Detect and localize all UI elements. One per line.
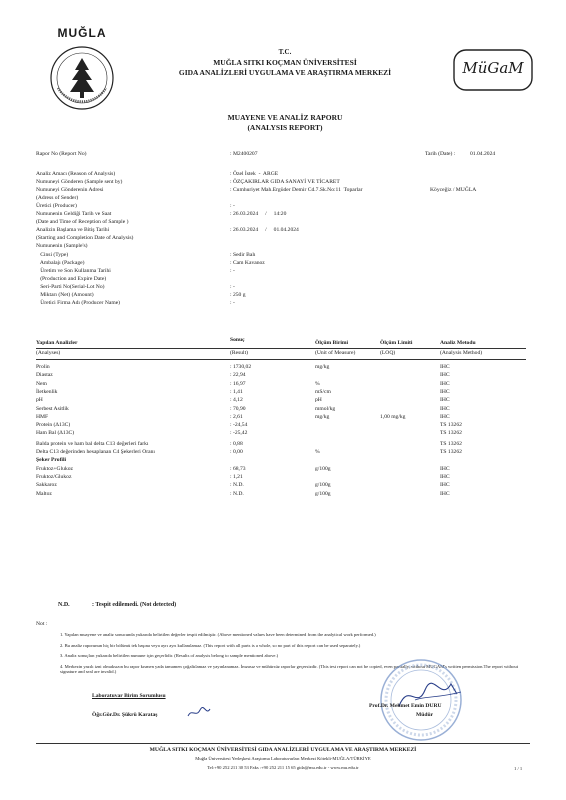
info-value: : - xyxy=(230,284,235,290)
info-label: Üretici Firma Adı (Producer Name) xyxy=(36,300,121,306)
info-label: Seri-Parti No(Serial-Lot No) xyxy=(36,284,105,290)
lab-manager-name: Öğr.Gör.Dr. Şükrü Karataş xyxy=(92,712,158,718)
page-number: 1 / 1 xyxy=(514,766,523,771)
result-method: IHC xyxy=(440,490,450,497)
col-header-loq-en: (LOQ) xyxy=(380,350,396,356)
report-no: : M2400207 xyxy=(230,151,258,157)
result-name: Prolin xyxy=(36,364,50,370)
result-unit: g/100g xyxy=(315,465,331,472)
note-item: 4. Merkezin yazılı izni olmaksızın bu rapor kısmen yada tamamen çoğaltılamaz ve yayınlanamaz. İmzasız ve mühürsüz raporlar geçersizdir. (This test report can not be copied, even partially, without MUGAM's written permission.The report without signature and seal are invalid.) xyxy=(60,663,518,675)
result-loq: 1,00 mg/kg xyxy=(380,413,406,420)
result-unit: g/100g xyxy=(315,482,331,489)
result-name: Ham Bal (Δ13C) xyxy=(36,430,75,437)
result-method: TS 13262 xyxy=(440,449,462,455)
col-header-method-en: (Analysis Method) xyxy=(440,350,483,356)
result-unit: pH xyxy=(315,397,322,404)
info-value: : Sedir Balı xyxy=(230,252,256,258)
lab-manager-title: Laboratuvar Birim Sorumlusu xyxy=(92,693,166,699)
info-label: Numuneyi Gönderen (Sample sent by) xyxy=(36,179,123,185)
info-value: : 26.03.2024 / 14:20 xyxy=(230,211,287,217)
info-label: Cinsi (Type) xyxy=(36,252,69,258)
result-method: TS 13262 xyxy=(440,440,462,447)
result-result: : 0,88 xyxy=(230,440,243,447)
info-label: (Date and Time of Reception of Sample ) xyxy=(36,219,129,225)
director-signature-icon xyxy=(395,676,465,716)
col-header-analyses: Yapılan Analizler xyxy=(36,340,78,346)
info-value: : - xyxy=(230,300,235,306)
result-result: : 2,61 xyxy=(230,413,243,420)
info-value: : ÖZÇAKIRLAR GIDA SANAYİ VE TİCARET xyxy=(230,179,340,185)
note-item: 1. Yapılan muayene ve analiz sonucunda yukarıda belirtilen değerler tespit edilmiştir. (Above mentioned values have been determined from the analytical work performed.) xyxy=(60,632,376,637)
info-label: Üretim ve Son Kullanma Tarihi xyxy=(36,268,111,274)
report-title-en: (ANALYSIS REPORT) xyxy=(247,123,323,132)
result-method: IHC xyxy=(440,372,450,379)
info-label: (Adress of Sender) xyxy=(36,195,79,201)
footer-contact: Tel:+90 252 211 30 53 Faks :+90 252 211 15 65 gida@mu.edu.tr - www.mu.edu.tr xyxy=(207,765,359,770)
result-result: : 1,41 xyxy=(230,388,243,395)
director-name: Prof.Dr. Mehmet Emin DURU xyxy=(369,703,442,709)
result-unit: mg/kg xyxy=(315,413,330,420)
header-tc: T.C. xyxy=(278,48,292,56)
col-header-unit-en: (Unit of Measure) xyxy=(315,350,356,356)
footer-center: MUĞLA SITKI KOÇMAN ÜNİVERSİTESİ GIDA ANALİZLERİ UYGULAMA VE ARAŞTIRMA MERKEZİ xyxy=(149,747,417,753)
info-value: : Özel İstek - ARGE xyxy=(230,171,279,177)
result-name: Delta C13 değerinden hesaplanan C4 Şekerleri Oranı xyxy=(36,449,155,455)
mugam-logo xyxy=(452,48,534,92)
result-name: Serbest Asitlik xyxy=(36,405,69,412)
result-result: : -24,54 xyxy=(230,422,248,429)
result-method: IHC xyxy=(440,364,450,370)
info-label: Numunenin Geldiği Tarih ve Saat xyxy=(36,211,112,217)
result-name: HMF xyxy=(36,413,49,420)
header-center: GIDA ANALİZLERİ UYGULAMA VE ARAŞTIRMA MERKEZİ xyxy=(178,68,392,77)
result-unit: % xyxy=(315,449,320,455)
sender-city: Köyceğiz / MUĞLA xyxy=(430,187,477,193)
lab-manager-signature-icon xyxy=(186,706,212,720)
result-result: : N.D. xyxy=(230,482,244,489)
result-method: IHC xyxy=(440,388,450,395)
result-result: : 4,12 xyxy=(230,397,243,404)
nd-text: : Tespit edilemedi. (Not detected) xyxy=(92,602,177,608)
info-label: Analiz Amacı (Reason of Analysis) xyxy=(36,171,116,177)
col-header-method: Analiz Metodu xyxy=(440,340,476,346)
result-unit: mS/cm xyxy=(315,388,331,395)
note-item: 3. Analiz sonuçları yukarıda belirtilen numune için geçerlidir. (Results of analysis belong to sample mentioned above.) xyxy=(60,653,279,659)
info-value: : - xyxy=(230,203,235,209)
result-name: Maltoz xyxy=(36,490,52,497)
result-method: IHC xyxy=(440,413,450,420)
note-item: 2. Bu analiz raporunun hiç bir bölümü tek başına veya ayrı ayrı kullanılamaz. (This report with all parts is a whole, so no part of this report can be used separately.) xyxy=(60,642,361,648)
report-title: MUAYENE VE ANALİZ RAPORU xyxy=(227,113,343,122)
info-label: (Starting and Completion Date of Analysis) xyxy=(36,235,134,241)
result-name: Nem xyxy=(36,380,47,387)
header-university: MUĞLA SITKI KOÇMAN ÜNİVERSİTESİ xyxy=(213,58,357,67)
result-method: IHC xyxy=(440,380,450,387)
result-name: Fruktoz/Glukoz xyxy=(36,473,72,480)
result-result: : 1730,02 xyxy=(230,364,252,370)
result-name: Sakkaroz xyxy=(36,482,57,489)
result-result: : 16,97 xyxy=(230,380,246,387)
info-value: : Cam Kavanoz xyxy=(230,260,265,266)
result-result: : -25,42 xyxy=(230,430,248,437)
footer-divider xyxy=(36,743,530,744)
info-label: Üretici (Producer) xyxy=(36,203,77,209)
info-label: (Production and Expire Date) xyxy=(36,276,107,282)
result-method: TS 13262 xyxy=(440,422,462,429)
footer-address: Muğla Üniversitesi Yerleşkesi Araştırma Laboratuvarları Merkezi Kötekli-MUĞLA/TÜRKİYE xyxy=(195,756,371,761)
info-value: : 26.03.2024 / 01.04.2024 xyxy=(230,227,299,233)
result-name: Protein (Δ13C) xyxy=(36,422,71,429)
result-unit: mg/kg xyxy=(315,364,330,370)
result-name: Fruktoz+Glukoz xyxy=(36,465,74,472)
result-method: IHC xyxy=(440,397,450,404)
result-result: : 68,73 xyxy=(230,465,246,472)
notes-title: Not : xyxy=(36,621,48,627)
result-method: IHC xyxy=(440,473,450,480)
date-label: Tarih (Date) : xyxy=(425,151,456,157)
info-label: Numuneyi Gönderenin Adresi xyxy=(36,187,104,193)
header-divider xyxy=(36,348,526,349)
info-label: Analizin Başlama ve Bitiş Tarihi xyxy=(36,227,110,233)
director-title: Müdür xyxy=(416,712,434,718)
info-label: Numunenin (Sample's) xyxy=(36,243,88,249)
info-value: : Cumhuriyet Mah.Ergüder Demir Cd.7.Sk.No:11 Toparlar xyxy=(230,187,363,193)
info-value: : 250 g xyxy=(230,292,246,298)
result-name: Şeker Profili xyxy=(36,457,67,464)
result-name: Balda protein ve ham bal delta C13 değerleri farkı xyxy=(36,440,149,447)
university-logo xyxy=(44,26,120,118)
result-method: IHC xyxy=(440,465,450,472)
col-header-unit: Ölçüm Birimi xyxy=(315,340,349,346)
result-name: pH xyxy=(36,397,43,404)
result-result: : 70,90 xyxy=(230,405,246,412)
result-result: : 22,94 xyxy=(230,372,246,379)
result-unit: mmol/kg xyxy=(315,405,336,412)
result-method: TS 13262 xyxy=(440,430,462,437)
col-header-result: Sonuç xyxy=(230,337,245,343)
result-method: IHC xyxy=(440,482,450,489)
result-name: Diastaz xyxy=(36,372,53,379)
col-header-result-en: (Result) xyxy=(230,350,249,356)
nd-abbr: N.D. xyxy=(58,602,70,608)
result-result: : N.D. xyxy=(230,490,244,497)
info-value: : - xyxy=(230,268,235,274)
report-no-label: Rapor No (Report No) xyxy=(36,151,87,157)
logo-word: MüGaM xyxy=(462,59,524,77)
result-result: : 1,21 xyxy=(230,473,243,480)
result-result: : 0,00 xyxy=(230,449,243,455)
result-method: IHC xyxy=(440,405,450,412)
result-unit: % xyxy=(315,380,320,387)
date-value: 01.04.2024 xyxy=(470,151,496,157)
logo-word: MUĞLA xyxy=(57,26,107,40)
info-label: Miktarı (Net) (Amount) xyxy=(36,292,94,298)
result-unit: g/100g xyxy=(315,490,331,497)
header-divider-bottom xyxy=(36,359,526,360)
col-header-loq: Ölçüm Limiti xyxy=(380,340,413,346)
info-label: Ambalajı (Package) xyxy=(36,260,85,266)
result-name: İletkenlik xyxy=(36,388,58,395)
col-header-analyses-en: (Analyses) xyxy=(36,350,61,356)
